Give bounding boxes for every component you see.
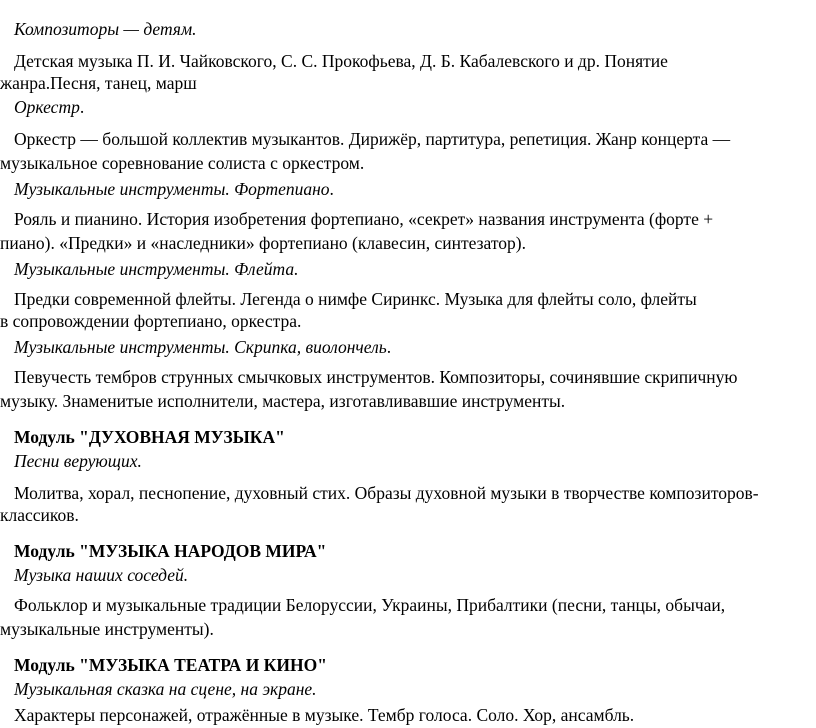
paragraph-line: жанра.Песня, танец, марш — [0, 73, 197, 93]
paragraph-line: музыкальные инструменты). — [0, 619, 214, 639]
paragraph-line: Предки современной флейты. Легенда о нимфе Сиринкс. Музыка для флейты соло, флейты — [14, 289, 697, 309]
paragraph-line: музыку. Знаменитые исполнители, мастера, изготавливавшие инструменты. — [0, 391, 566, 411]
module-heading-spiritual-music: Модуль "ДУХОВНАЯ МУЗЫКА" — [14, 427, 285, 447]
title-period: . — [329, 179, 334, 199]
paragraph-line: Фольклор и музыкальные традиции Белоруссии, Украины, Прибалтики (песни, танцы, обычаи, — [14, 595, 726, 615]
paragraph-line: классиков. — [0, 505, 79, 525]
module-heading-theatre-cinema: Модуль "МУЗЫКА ТЕАТРА И КИНО" — [14, 655, 327, 675]
title-period: . — [79, 97, 85, 117]
paragraph-line: музыкальное соревнование солиста с оркестром. — [0, 153, 365, 173]
section-title-orchestra — [14, 96, 84, 118]
section-title-neighbors-music: Музыка наших соседей. — [14, 565, 189, 585]
section-title-text: Музыкальные инструменты. Фортепиано — [14, 179, 330, 199]
section-title-musical-fairytale: Музыкальная сказка на сцене, на экране. — [14, 679, 317, 699]
section-title-violin — [14, 336, 391, 358]
title-period: . — [386, 337, 392, 357]
section-title-text: Музыкальные инструменты. Скрипка, виолончель — [14, 337, 387, 357]
section-title-composers: Композиторы — детям. — [14, 19, 197, 39]
section-title-flute: Музыкальные инструменты. Флейта. — [14, 259, 299, 279]
paragraph-line: пиано). «Предки» и «наследники» фортепиано (клавесин, синтезатор). — [0, 233, 526, 253]
paragraph-line: в сопровождении фортепиано, оркестра. — [0, 311, 302, 331]
paragraph-line: Характеры персонажей, отражённые в музыке. Тембр голоса. Соло. Хор, ансамбль. — [14, 705, 635, 725]
paragraph-line: Оркестр — большой коллектив музыкантов. Дирижёр, партитура, репетиция. Жанр концерта — — [14, 129, 731, 149]
section-title-believers-songs: Песни верующих. — [14, 451, 142, 471]
paragraph-line: Молитва, хорал, песнопение, духовный стих. Образы духовной музыки в творчестве композиторов- — [14, 483, 759, 503]
section-title-piano — [14, 178, 334, 200]
module-heading-world-music: Модуль "МУЗЫКА НАРОДОВ МИРА" — [14, 541, 327, 561]
paragraph-line: Рояль и пианино. История изобретения фортепиано, «секрет» названия инструмента (форте + — [14, 209, 714, 229]
paragraph-line: Певучесть тембров струнных смычковых инструментов. Композиторы, сочинявшие скрипичную — [14, 367, 738, 387]
section-title-text: Оркестр — [14, 97, 80, 117]
paragraph-line: Детская музыка П. И. Чайковского, С. С. Прокофьева, Д. Б. Кабалевского и др. Понятие — [14, 51, 668, 71]
